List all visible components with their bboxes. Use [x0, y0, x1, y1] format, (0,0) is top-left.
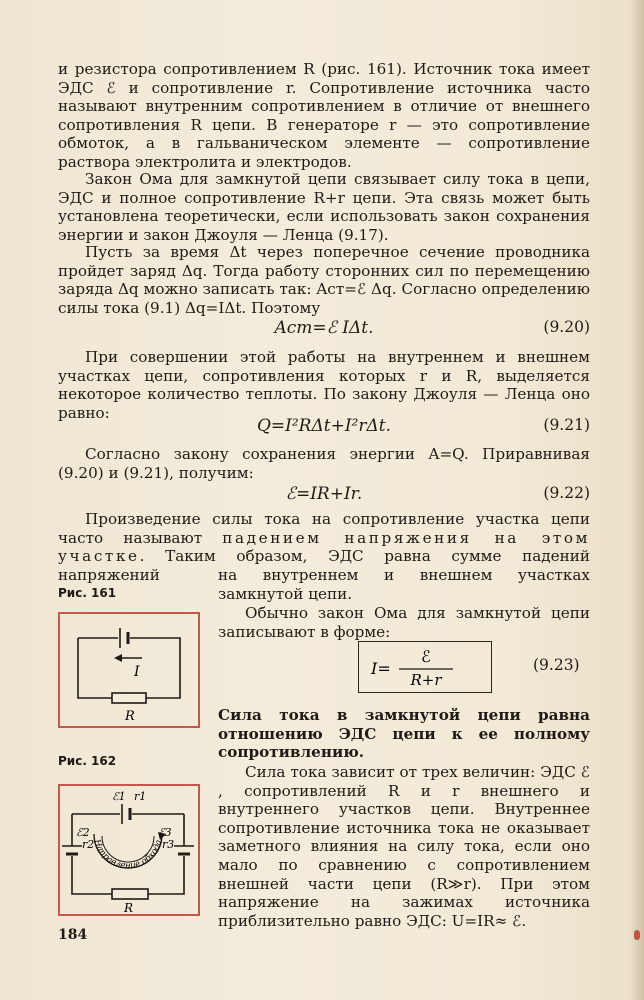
current-arrow-head: [114, 654, 122, 662]
paragraph-3: Пусть за время Δt через поперечное сечение проводника пройдет заряд Δq. Тогда работу сторонних сил по перемещению заряда Δq можно записать так: Aст=ℰ Δq. Согласно определению силы тока (9.1) Δq=IΔt. Поэтому: [58, 243, 590, 317]
paragraph-8-bold: Сила тока в замкнутой цепи равна отношению ЭДС цепи к ее полному сопротивлению.: [218, 706, 590, 762]
equation-number-9-23: (9.23): [533, 656, 580, 674]
formula-lhs: I=: [371, 659, 391, 678]
label-r-2: r2: [82, 838, 95, 851]
paragraph-6-start: Произведение силы тока на сопротивление участка цепи часто называют: [58, 510, 590, 547]
equation-formula: Q=I²RΔt+I²rΔt.: [256, 416, 392, 436]
paragraph-9: Сила тока зависит от трех величин: ЭДС ℰ , сопротивлений R и r внешнего и внутреннего участков цепи. Внутреннее сопротивление источника тока не оказывает заметного влияния на силу тока, если оно мало по сравнению с сопротивлением внешней части цепи (R≫r). При этом напряжение на зажимах источника приблизительно равно ЭДС: U=IR≈ ℰ.: [218, 763, 590, 930]
resistor-label: R: [124, 901, 134, 915]
figure-161: [58, 612, 200, 728]
label-emf-3: ℰ3: [158, 826, 172, 839]
equation-number: (9.21): [543, 416, 590, 434]
figure-162-caption: Рис. 162: [58, 754, 117, 768]
equation-formula: ℰ=IR+Ir.: [285, 484, 363, 504]
wire-right-bottom: [148, 856, 184, 894]
page-number: 184: [58, 927, 88, 943]
equation-formula: Aст=ℰ IΔt.: [274, 318, 374, 338]
paragraph-2: Закон Ома для замкнутой цепи связывает силу тока в цепи, ЭДС и полное сопротивление R+r цепи. Эта связь может быть установлена теоретически, если использовать закон сохранения энергии и закон Джоуля — Ленца (9.17).: [58, 170, 590, 244]
paragraph-5: Согласно закону сохранения энергии A=Q. Приравнивая (9.20) и (9.21), получим:: [58, 445, 590, 482]
label-emf-2: ℰ2: [76, 826, 90, 839]
edge-mark: [634, 930, 640, 940]
label-r-1: r1: [134, 790, 147, 803]
resistor: [112, 889, 148, 899]
formula-box: [358, 641, 492, 693]
equation-9-22: [58, 484, 590, 506]
paragraph-4: При совершении этой работы на внутреннем и внешнем участках цепи, сопротивления которых r и R, выделяется некоторое количество теплоты. По закону Джоуля — Ленца оно равно:: [58, 348, 590, 422]
label-r-3: r3: [162, 838, 175, 851]
page-edge-shadow: [630, 0, 644, 1000]
figure-161-caption: Рис. 161: [58, 586, 117, 600]
label-emf-1: ℰ1: [112, 790, 126, 803]
equation-9-20: [58, 318, 590, 340]
resistor: [112, 693, 146, 703]
formula-numerator: ℰ: [421, 647, 431, 666]
resistor-label: R: [125, 709, 135, 724]
paragraph-6-mid: . Таким образом, ЭДС равна сумме падений напряжений: [58, 547, 590, 584]
formula-denominator: R+r: [410, 671, 442, 689]
loop-direction-label: Направление обхода: [91, 838, 165, 872]
figure-162: [58, 784, 200, 916]
equation-9-21: [58, 416, 590, 438]
equation-number: (9.22): [543, 484, 590, 502]
paragraph-6-end: на внутреннем и внешнем участках замкнутой цепи.: [218, 566, 590, 603]
paragraph-1: и резистора сопротивлением R (рис. 161). Источник тока имеет ЭДС ℰ и сопротивление r. Сопротивление источника часто называют внутренним сопротивлением в отличие от внешнего сопротивления R цепи. В генераторе r — это сопротивление обмоток, а в гальваническом элементе — сопротивление раствора электролита и электродов.: [58, 60, 590, 171]
current-label: I: [134, 664, 140, 680]
equation-number: (9.20): [543, 318, 590, 336]
paragraph-7: Обычно закон Ома для замкнутой цепи записывают в форме:: [218, 604, 590, 641]
spaced-term: падением напряжения на этом участке: [58, 528, 590, 566]
wire-left: [78, 638, 112, 698]
